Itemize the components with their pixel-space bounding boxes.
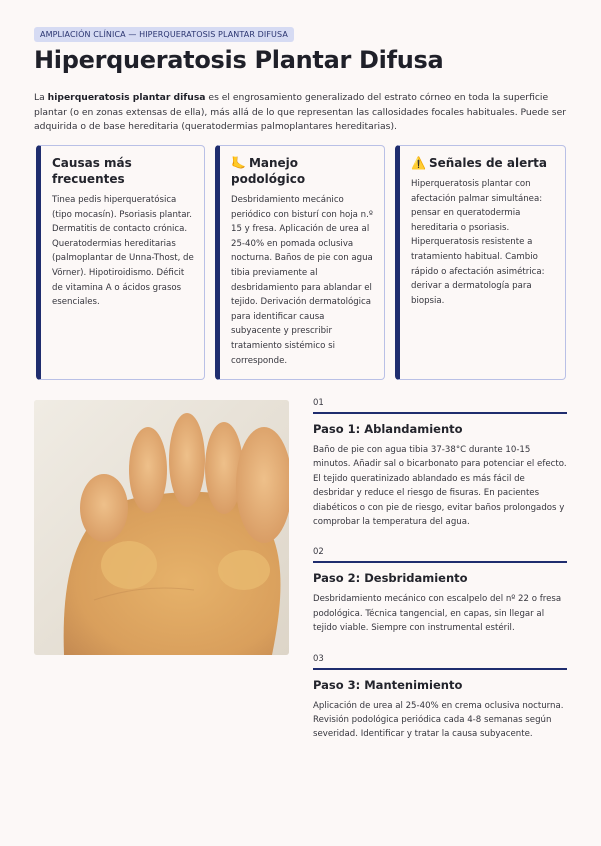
step-2-number: 02 <box>313 547 324 558</box>
section-badge: AMPLIACIÓN CLÍNICA — HIPERQUERATOSIS PLANTAR DIFUSA <box>34 27 294 42</box>
card-causes <box>36 145 205 380</box>
intro-paragraph <box>34 91 569 135</box>
foot-sole-photo <box>34 400 289 655</box>
step-3 <box>313 654 567 742</box>
foot-sole-illustration <box>34 400 289 655</box>
card-causes-text: Tinea pedis hiperqueratósica (tipo mocasín). Psoriasis plantar. Dermatitis de contacto crónica. Queratodermias hereditarias (palmoplantar de Unna-Thost, de Vörner). Hipotiroidismo. Déficit de vitamina A o ácidos grasos esenciales. <box>52 195 194 308</box>
step-1 <box>313 398 567 529</box>
card-management-text: Desbridamiento mecánico periódico con bisturí con hoja n.º 15 y fresa. Aplicación de urea al 25-40% en pomada oclusiva nocturna. Baños de pie con agua tibia previamente al desbridamiento para ablandar el tejido. Derivación dermatológica para identificar causa subyacente y prescribir tratamiento sistémico si corresponde. <box>231 195 373 366</box>
step-3-text: Aplicación de urea al 25-40% en crema oclusiva nocturna. Revisión podológica periódica cada 4-8 semanas según severidad. Identificar y tratar la causa subyacente. <box>313 700 564 740</box>
warning-icon: ⚠️ <box>411 156 426 170</box>
step-2 <box>313 547 567 635</box>
steps-list <box>313 398 567 742</box>
step-3-title: Paso 3: Mantenimiento <box>313 677 463 692</box>
card-causes-title <box>52 155 194 187</box>
info-cards <box>36 145 566 380</box>
step-3-number: 03 <box>313 653 324 664</box>
step-2-title: Paso 2: Desbridamiento <box>313 571 468 586</box>
step-2-divider <box>313 561 567 563</box>
intro-bold-term: hiperqueratosis plantar difusa <box>47 92 206 103</box>
intro-prefix: La <box>34 92 48 103</box>
step-2-text: Desbridamiento mecánico con escalpelo del nº 22 o fresa podológica. Técnica tangencial, en capas, sin llegar al tejido viable. Siempre con instrumental estéril. <box>313 594 562 634</box>
card-alerts-title <box>411 155 555 171</box>
foot-icon: 🦶 <box>231 156 246 170</box>
step-1-divider <box>313 412 567 414</box>
card-management-title <box>231 155 374 187</box>
card-causes-title-text: Causas más frecuentes <box>52 156 132 186</box>
card-alerts-title-text: Señales de alerta <box>428 156 547 170</box>
page-title: Hiperqueratosis Plantar Difusa <box>34 46 444 74</box>
step-1-text: Baño de pie con agua tibia 37-38°C durante 10-15 minutos. Añadir sal o bicarbonato para potenciar el efecto. El tejido queratinizado ablandado es más fácil de desbridar y reduce el riesgo de fisuras. En pacientes diabéticos o con pie de riesgo, evitar baños prolongados y comprobar la temperatura del agua. <box>313 445 567 528</box>
intro-rest: es el engrosamiento generalizado del estrato córneo en toda la superficie plantar (o en zonas extensas de ella), más allá de lo que representan las callosidades focales habituales. Puede ser adquirida o de base hereditaria (queratodermias palmoplantares hereditarias). <box>34 92 567 132</box>
step-1-number: 01 <box>313 398 324 408</box>
step-1-title: Paso 1: Ablandamiento <box>313 422 463 436</box>
card-management <box>215 145 385 380</box>
card-alerts-text: Hiperqueratosis plantar con afectación palmar simultánea: pensar en queratodermia hereditaria o psoriasis. Hiperqueratosis resistente a tratamiento habitual. Cambio rápido o afectación asimétrica: derivar a dermatología para biopsia. <box>411 179 545 306</box>
card-alerts <box>395 145 566 380</box>
card-management-title-text: Manejo podológico <box>231 156 306 186</box>
step-3-divider <box>313 668 567 670</box>
